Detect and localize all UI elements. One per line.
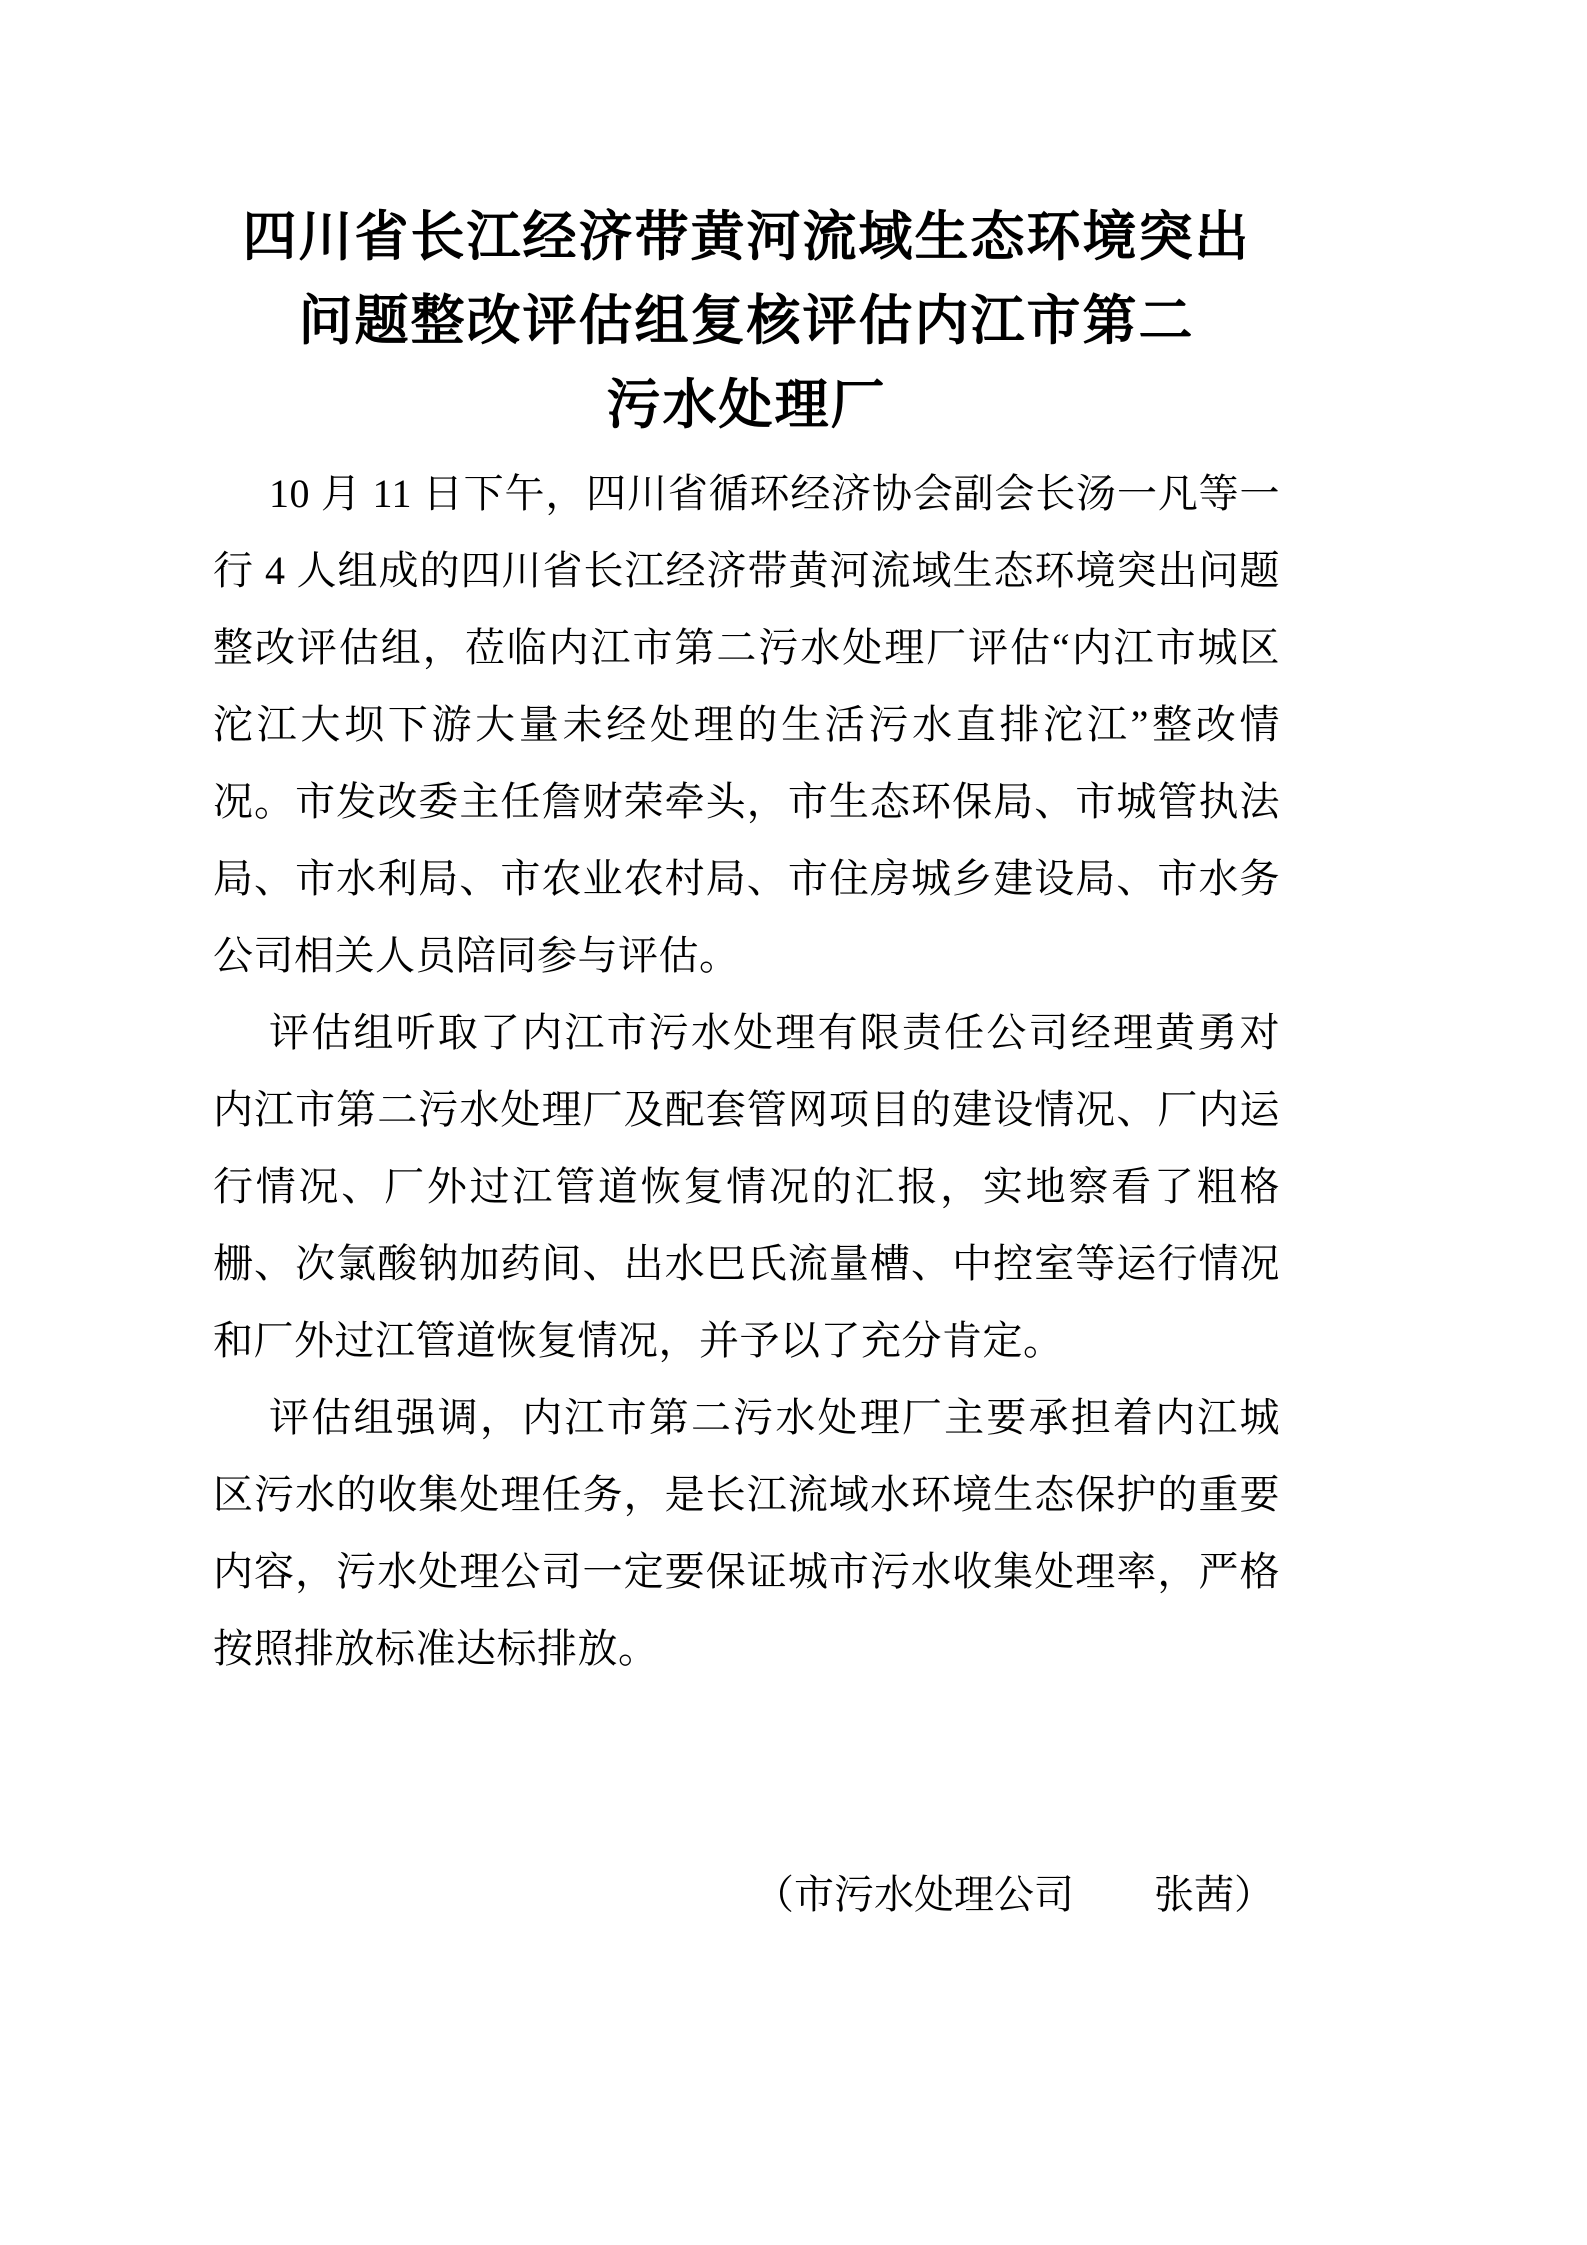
document-title	[213, 195, 1280, 447]
paragraph-visit-overview: 10 月 11 日下午，四川省循环经济协会副会长汤一凡等一行 4 人组成的四川省长江经济带黄河流域生态环境突出问题整改评估组，莅临内江市第二污水处理厂评估“内江市城区沱江大坝下游大量未经处理的生活污水直排沱江”整改情况。市发改委主任詹财荣牵头，市生态环保局、市城管执法局、市水利局、市农业农村局、市住房城乡建设局、市水务公司相关人员陪同参与评估。	[213, 471, 1280, 978]
document-body	[213, 455, 1280, 1687]
signature-line: （市污水处理公司 张茜）	[754, 1872, 1274, 1917]
paragraph-inspection-report: 评估组听取了内江市污水处理有限责任公司经理黄勇对内江市第二污水处理厂及配套管网项目的建设情况、厂内运行情况、厂外过江管道恢复情况的汇报，实地察看了粗格栅、次氯酸钠加药间、出水巴氏流量槽、中控室等运行情况和厂外过江管道恢复情况，并予以了充分肯定。	[213, 1010, 1280, 1363]
title-line-2: 问题整改评估组复核评估内江市第二	[298, 291, 1195, 351]
paragraph-emphasis: 评估组强调，内江市第二污水处理厂主要承担着内江城区污水的收集处理任务，是长江流域水环境生态保护的重要内容，污水处理公司一定要保证城市污水收集处理率，严格按照排放标准达标排放。	[213, 1395, 1280, 1671]
title-line-3: 污水处理厂	[606, 375, 887, 435]
title-line-1: 四川省长江经济带黄河流域生态环境突出	[242, 207, 1251, 267]
